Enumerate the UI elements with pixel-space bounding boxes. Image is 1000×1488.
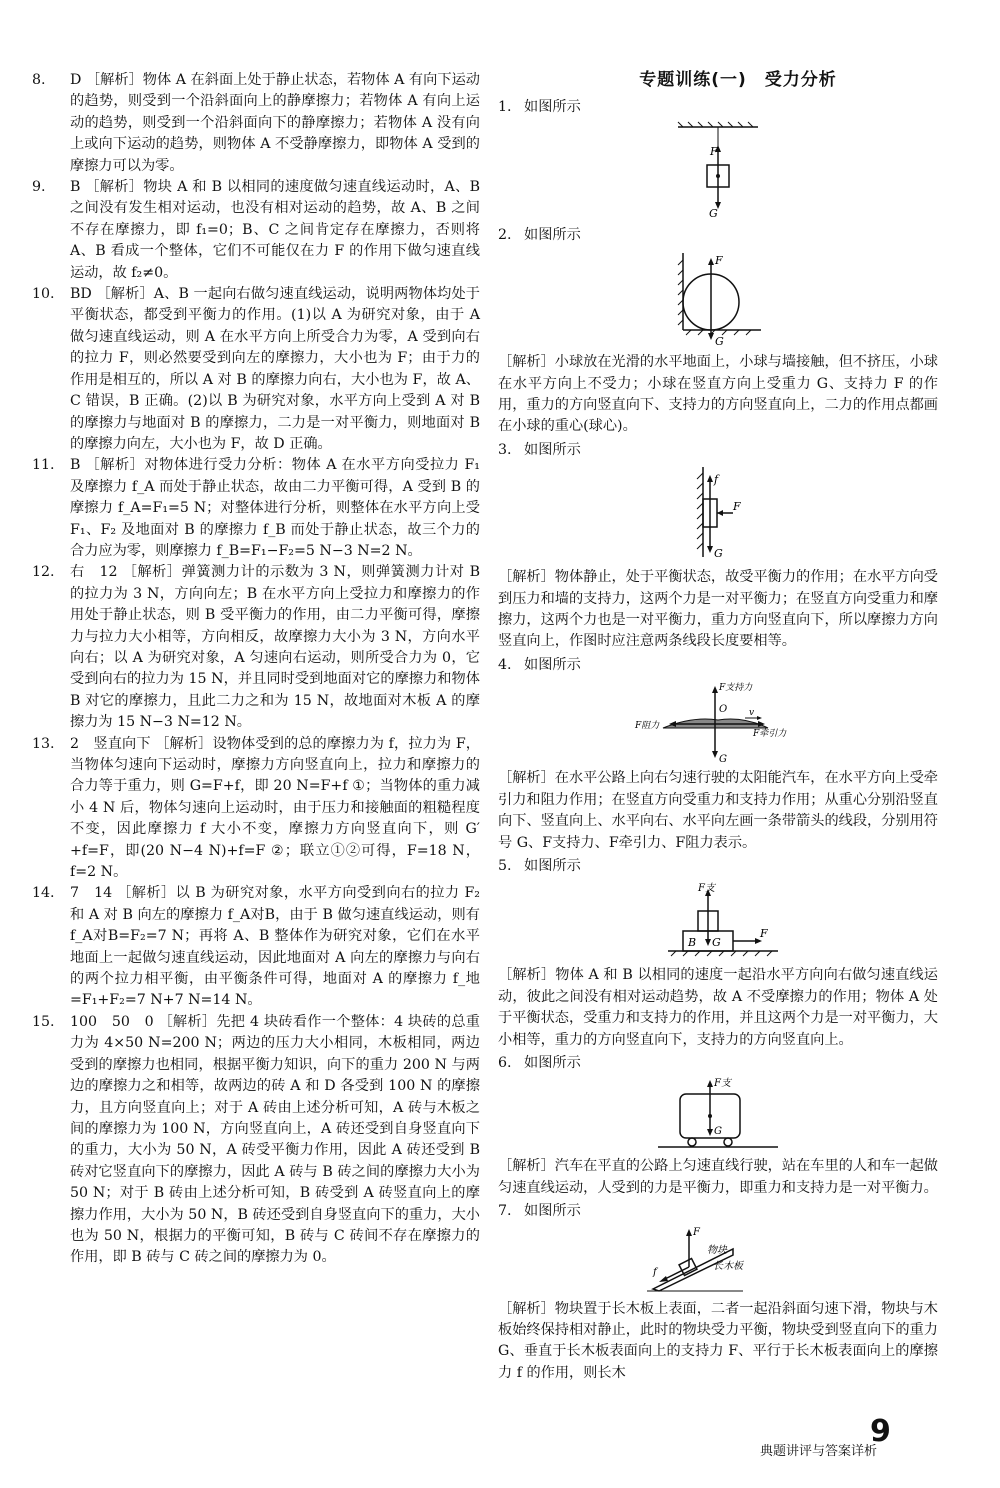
figure-stacked-blocks <box>648 879 788 961</box>
item-label: 如图所示 <box>524 441 581 458</box>
label-F-zhi: F支 <box>714 1078 731 1090</box>
label-F-resist: F阻力 <box>635 721 660 732</box>
explanation-7: ［解析］物块置于长木板上表面，二者一起沿斜面匀速下滑，物块与木板始终保持相对静止，此时的物块受力平衡，物块受到竖直向下的重力 G、垂直于长木板表面向上的支持力 F、平行于长木板表面向上的摩擦力 f 的作用，则长木 <box>498 1300 938 1381</box>
label-f: f <box>653 1266 657 1278</box>
item-text: B ［解析］对物体进行受力分析：物体 A 在水平方向受拉力 F₁ 及摩擦力 f_A 而处于静止状态，故由二力平衡可得，A 受到 B 的摩擦力 f_A=F₁=5 N；对整体进行分析，则整体在水平方向上受 F₁、F₂ 及地面对 B 的摩擦力 f_B 而处于静止状态，故三个力的合力应为零，则摩擦力 f_B=F₁−F₂=5 N−3 N=2 N。 <box>70 457 480 559</box>
figure-block-on-wall <box>663 463 773 563</box>
figure-item-5 <box>498 856 938 877</box>
explanation-3: ［解析］物体静止，处于平衡状态，故受平衡力的作用；在水平方向受到压力和墙的支持力，这两个力是一对平衡力；在竖直方向受重力和摩擦力，这两个力也是一对平衡力，重力方向竖直向下，所以摩擦力方向竖直向上，作图时应注意两条线段长度要相等。 <box>498 569 938 650</box>
item-number: 8. <box>32 72 46 88</box>
label-F: F <box>715 254 723 268</box>
answer-item-8 <box>32 70 480 177</box>
label-G: G <box>712 936 721 950</box>
item-number: 10. <box>32 286 55 303</box>
label-board: 长木板 <box>713 1260 743 1272</box>
label-v: v <box>749 708 755 719</box>
item-text: 右 12 ［解析］弹簧测力计的示数为 3 N，则弹簧测力计对 B 的拉力为 3 N，方向向左；B 在水平方向上受拉力和摩擦力的作用处于静止状态，则 B 受平衡力的作用，由二力平衡可得，摩擦力与拉力大小相等，方向相反，故摩擦力大小为 3 N，方向水平向右；以 A 为研究对象，A 匀速向右运动，则所受合力为 0，它受到向右的拉力为 15 N，并且同时受到地面对它的摩擦力和物体 B 对它的摩擦力，且此二力之和为 15 N，故地面对木板 A 的摩擦力为 15 N−3 N=12 N。 <box>70 564 480 731</box>
item-number: 2. <box>498 226 512 243</box>
explanation-5: ［解析］物体 A 和 B 以相同的速度一起沿水平方向向右做匀速直线运动，彼此之间没有相对运动趋势，故 A 不受摩擦力的作用；物体 A 处于平衡状态，受重力和支持力的作用，并且这两个力是一对平衡力，大小相等，重力的方向竖直向下，支持力的方向竖直向上。 <box>498 967 938 1048</box>
label-B: B <box>688 936 697 950</box>
answer-item-9 <box>32 177 480 284</box>
figure-item-1 <box>498 97 938 118</box>
explanation-2: ［解析］小球放在光滑的水平地面上，小球与墙接触，但不挤压，小球在水平方向上不受力；小球在竖直方向上受重力 G、支持力 F 的作用，重力的方向竖直向下、支持力的方向竖直向上，二力的作用点都画在小球的重心(球心)。 <box>498 354 938 435</box>
explanation-4: ［解析］在水平公路上向右匀速行驶的太阳能汽车，在水平方向上受牵引力和阻力作用；在竖直方向受重力和支持力作用；从重心分别沿竖直向下、竖直向上、水平向右、水平向左画一条带箭头的线段，分别用符号 G、F支持力、F牵引力、F阻力表示。 <box>498 770 938 851</box>
item-label: 如图所示 <box>524 857 581 874</box>
item-number: 14. <box>32 885 55 902</box>
item-number: 3. <box>498 441 512 458</box>
figure-solar-car <box>633 678 803 764</box>
label-F: F <box>733 500 741 514</box>
item-number: 7. <box>498 1203 512 1220</box>
label-F-zhi: F支 <box>698 883 715 895</box>
figure-item-6 <box>498 1053 938 1074</box>
item-label: 如图所示 <box>524 1054 581 1071</box>
item-text: 2 竖直向下 ［解析］设物体受到的总的摩擦力为 f，拉力为 F，当物体匀速向下运动时，摩擦力方向竖直向上，拉力和摩擦力的合力等于重力，则 G=F+f，即 20 N=F+f ①；当物体的重力减小 4 N 后，物体匀速向上运动时，由于压力和接触面的粗糙程度不变，因此摩擦力 f 大小不变，摩擦力方向竖直向下，则 G′+f=F，即(20 N−4 N)+f=F ②；联立①②可得，F=18 N，f=2 N。 <box>70 735 480 881</box>
answer-item-13 <box>32 734 480 884</box>
figure-item-4 <box>498 655 938 676</box>
item-number: 15. <box>32 1013 55 1030</box>
figure-block-on-incline <box>633 1225 803 1295</box>
left-column <box>32 70 480 1269</box>
answer-item-11 <box>32 455 480 562</box>
item-number: 4. <box>498 656 512 673</box>
figure-person-in-car <box>648 1076 788 1152</box>
label-G: G <box>714 547 723 561</box>
label-G: G <box>715 335 724 349</box>
item-label: 如图所示 <box>524 99 581 116</box>
item-text: B ［解析］物块 A 和 B 以相同的速度做匀速直线运动时，A、B 之间没有发生相对运动，也没有相对运动的趋势，故 A、B 之间不存在摩擦力，即 f₁=0；B、C 之间肯定存在摩擦力，否则将 A、B 看成一个整体，它们不可能仅在力 F 的作用下做匀速直线运动，故 f₂≠0。 <box>70 179 480 281</box>
page-number: 9 <box>870 1414 891 1449</box>
label-F-traction: F牵引力 <box>753 729 787 740</box>
section-title: 专题训练(一) 受力分析 <box>639 70 837 90</box>
item-label: 如图所示 <box>524 656 581 673</box>
figure-item-2 <box>498 225 938 246</box>
label-f: f <box>714 473 719 487</box>
item-number: 6. <box>498 1054 512 1071</box>
label-G: G <box>709 206 718 220</box>
item-number: 9. <box>32 179 46 196</box>
item-number: 11. <box>32 457 55 474</box>
label-block: 物块 <box>707 1244 727 1256</box>
figure-ball-wall <box>663 248 773 348</box>
answer-item-12 <box>32 562 480 733</box>
item-label: 如图所示 <box>524 226 581 243</box>
item-text: 100 50 0 ［解析］先把 4 块砖看作一个整体：4 块砖的总重力为 4×50 N=200 N；两边的压力大小相同，木板相同，两边受到的摩擦力也相同，根据平衡力知识，向下的重力 200 N 与两边的摩擦力之和相等，故两边的砖 A 和 D 各受到 100 N 的摩擦力，且方向竖直向上；对于 A 砖由上述分析可知，A 砖与木板之间的摩擦力为 100 N，方向竖直向上，A 砖还受到自身竖直向下的重力，大小为 50 N，A 砖受平衡力作用，因此 A 砖还受到 B 砖对它竖直向下的摩擦力，因此 A 砖与 B 砖之间的摩擦力大小为 50 N；对于 B 砖由上述分析可知，B 砖受到 A 砖竖直向上的摩擦力作用，大小为 50 N，B 砖还受到自身竖直向下的重力，大小也为 50 N，根据力的平衡可知，B 砖与 C 砖间不存在摩擦力的作用，即 B 砖与 C 砖之间的摩擦力为 0。 <box>70 1013 480 1266</box>
label-F: F <box>760 927 768 941</box>
explanation-6: ［解析］汽车在平直的公路上匀速直线行驶，站在车里的人和车一起做匀速直线运动，人受到的力是平衡力，即重力和支持力是一对平衡力。 <box>498 1158 938 1196</box>
label-F: F <box>693 1226 700 1238</box>
right-column <box>498 70 938 1386</box>
label-F-support: F支持力 <box>719 683 753 694</box>
item-text: D ［解析］物体 A 在斜面上处于静止状态，若物体 A 有向下运动的趋势，则受到一个沿斜面向上的静摩擦力；若物体 A 有向上运动的趋势，则受到一个沿斜面向下的静摩擦力；若物体 A 没有向上或向下运动的趋势，则物体 A 不受静摩擦力，即物体 A 受到的摩擦力可以为零。 <box>70 72 480 174</box>
item-number: 5. <box>498 857 512 874</box>
figure-item-7 <box>498 1201 938 1222</box>
label-F: F <box>710 144 718 158</box>
item-number: 1. <box>498 99 512 116</box>
item-number: 13. <box>32 735 55 752</box>
item-text: 7 14 ［解析］以 B 为研究对象，水平方向受到向右的拉力 F₂ 和 A 对 B 向左的摩擦力 f_A对B，由于 B 做匀速直线运动，则有 f_A对B=F₂=7 N；再将 A、B 整体作为研究对象，它们在水平地面上一起做匀速直线运动，因此地面对 A 向左的摩擦力与向右的两个拉力相平衡，由平衡条件可得，地面对 A 的摩擦力 f_地=F₁+F₂=7 N+7 N=14 N。 <box>70 885 480 1009</box>
figure-item-3 <box>498 440 938 461</box>
label-O: O <box>719 704 728 716</box>
answer-item-15 <box>32 1012 480 1269</box>
answer-item-14 <box>32 883 480 1011</box>
figure-hanging-block <box>663 121 773 221</box>
footer-text: 典题讲评与答案详析 <box>760 1444 878 1459</box>
item-number: 12. <box>32 564 55 581</box>
label-G: G <box>714 1126 722 1138</box>
label-G: G <box>719 754 727 765</box>
answer-item-10 <box>32 284 480 455</box>
item-label: 如图所示 <box>524 1203 581 1220</box>
item-text: BD ［解析］A、B 一起向右做匀速直线运动，说明两物体均处于平衡状态，都受到平衡力的作用。(1)以 A 为研究对象，由于 A 做匀速直线运动，则 A 在水平方向上所受合力为零，A 受到向右的拉力 F，则必然要受到向左的摩擦力，大小也为 F；由于力的作用是相互的，所以 A 对 B 的摩擦力向右，大小也为 F，故 A、C 错误，B 正确。(2)以 B 为研究对象，水平方向上受到 A 对 B 的摩擦力与地面对 B 的摩擦力，二力是一对平衡力，则地面对 B 的摩擦力向左，大小也为 F，故 D 正确。 <box>70 286 480 452</box>
